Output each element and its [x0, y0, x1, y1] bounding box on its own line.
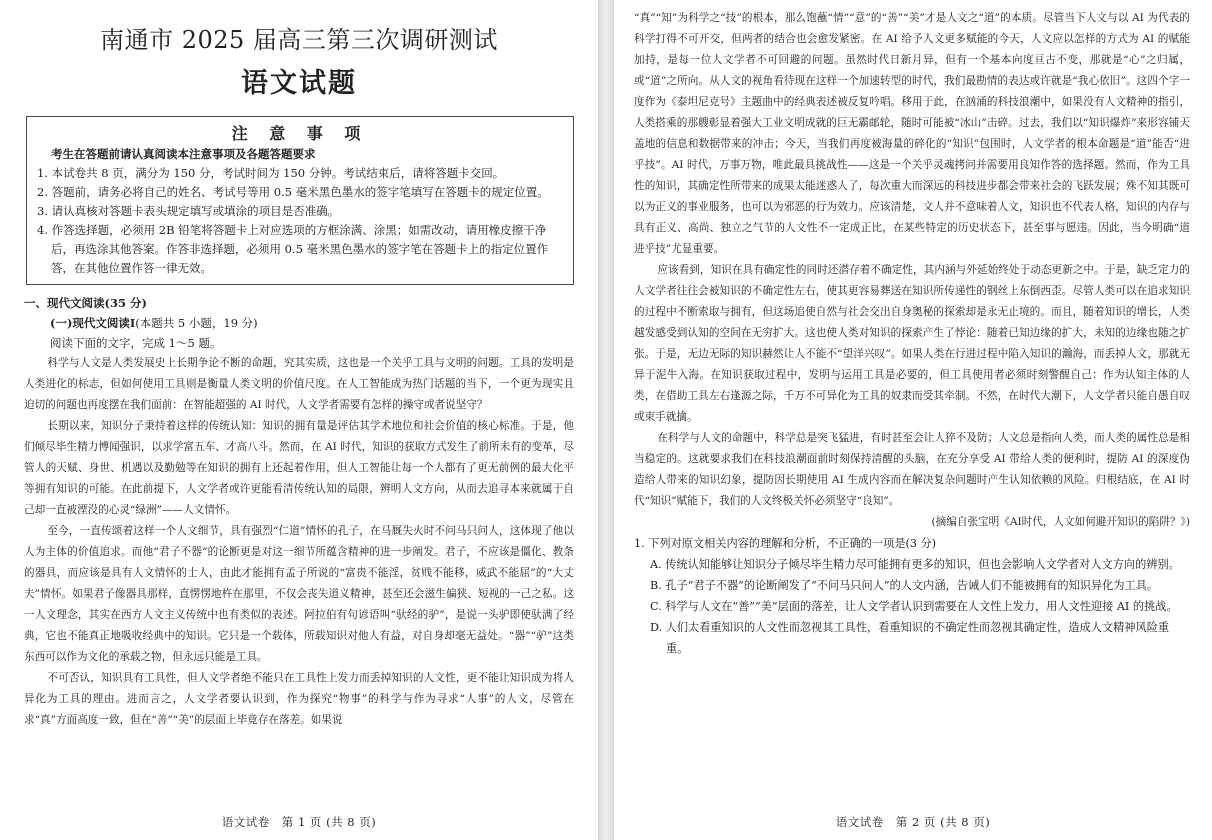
notice-box [26, 116, 574, 285]
passage-paragraph: 科学与人文是人类发展史上长期争论不断的命题，究其实质，这也是一个关乎工具与文明的问题。工具的发明是人类进化的标志，但如何使用工具则是衡量人类文明的价值尺度。在人工智能成为热门话题的当下，一个更为现实且迫切的问题也再度摆在我们面前：在智能超强的 AI 时代，人文学者需要有怎样的操守或者说坚守？ [24, 357, 574, 411]
section-heading: 一、现代文阅读(35 分) [24, 296, 147, 310]
page-divider [598, 0, 614, 840]
subsection-detail: (本题共 5 小题，19 分) [135, 316, 258, 330]
passage-paragraph: 不可否认，知识具有工具性，但人文学者绝不能只在工具性上发力而丢掉知识的人文性，更不能让知识成为将人异化为工具的理由。进而言之，人文学者要认识到，作为探究“物事”的科学与作为寻求“人事”的人文，尽管在求“真”方面高度一致，但在“善”“美”的层面上毕竟存在落差。如果说 [24, 672, 574, 726]
notice-title: 注 意 事 项 [231, 124, 369, 143]
exam-title: 南通市 2025 届高三第三次调研测试 [100, 26, 498, 54]
passage-paragraph: 长期以来，知识分子秉持着这样的传统认知：知识的拥有量是评估其学术地位和社会价值的核心标准。于是，他们倾尽毕生精力博闻强识，以求学富五车、才高八斗。然而，在 AI 时代，知识的获取方式发生了前所未有的变革，尽管人的天赋、身世、机遇以及勤勉等在知识的拥有上还起着作用，但人工智能让每一个人都有了更无前例的最大化平等拥有知识的可能。在此前提下，人文学者或许更能看清传统认知的局限，辨明人文方向，从而去追寻本来就属于自己却一直被湮没的心灵“绿洲”——人文情怀。 [24, 420, 574, 516]
subsection-heading [24, 313, 574, 333]
option-a: A. 传统认知能够让知识分子倾尽毕生精力尽可能拥有更多的知识，但也会影响人文学者对人文方向的辨别。 [650, 558, 1180, 571]
passage-paragraph: 应该看到，知识在具有确定性的同时还潜存着不确定性，其内涵与外延始终处于动态更新之中。于是，缺乏定力的人文学者往往会被知识的不确定性左右，使其更容易葬送在知识所传递性的钢丝上东倒西歪。尽管人类可以在追求知识的过程中不断索取与拥有，但这场追使自然与社会交出自身奥秘的探索却是永无止境的。而且，随着知识的增长，人类越发感受到认知的空间在无穷扩大。这也使人类对知识的探索产生了悖论：随着已知边缘的扩大，未知的边缘也随之扩张。于是，无边无际的知识赫然让人不能不“望洋兴叹”。如果人类在行进过程中陷入知识的瀚海，而丢掉人文，那就无异于泥牛入海。在知识获取过程中，发明与运用工具是必要的，但工具使用者必须时刻警醒自己：作为认知主体的人类，在借助工具左右逢源之际，千万不可异化为工具的奴隶而受其牵制。不然，在时代大潮下，人文学者只能自愚自叹或束手就擒。 [634, 264, 1190, 423]
reading-instruction: 阅读下面的文字，完成 1～5 题。 [50, 336, 222, 350]
passage-paragraph: 至今，一直传颂着这样一个人文细节，具有强烈“仁道”情怀的孔子，在马厩失火时不问马只问人，这体现了他以人为主体的价值追求。而他“君子不器”的论断更是对这一细节所蕴含精神的进一步阐发。君子，不应该是僵化、教条的器具，而应该是具有人文情怀的士人，由此才能拥有孟子所说的“富贵不能淫，贫贱不能移，威武不能屈”的“大丈夫”情怀。如果君子像器具那样，直愣愣地杵在那里，不仅会丧失道义精神，甚至还会滋生偏狭、短视的一己之私。这一人文理念，其实在西方人文主义传统中也有类似的表述。阿拉伯有句谚语叫“驮经的驴”，是说一头驴即使驮满了经典，它也不能真正地吸收经典中的知识。它只是一个载体，所载知识对他人有益，对自身却毫无益处。“器”“驴”这类东西可以作为文化的承载之物，但永远只能是工具。 [24, 525, 574, 663]
subject-title: 语文试题 [241, 68, 357, 99]
notice-item: 3. 请认真核对答题卡表头规定填写或填涂的项目是否准确。 [37, 204, 340, 218]
passage-paragraph: “真”“知”为科学之“技”的根本，那么饱蘸“情”“意”的“善”“美”才是人文之“道”的本质。尽管当下人文与以 AI 为代表的科学打得不可开交，但两者的结合也会愈发紧密。在 AI 给予人文更多赋能的今天，人文应以怎样的方式为 AI 的赋能加持，是每一位人文学者不可回避的问题。虽然时代日新月异，但有一个基本向度亘古不变，那就是“心”之归属，或“道”之所向。从人文的视角看待现在这样一个加速转型的时代，我们最勘情的表达或许就是“我心依旧”。这四个字一度作为《泰坦尼克号》主题曲中的经典表述被反复吟唱。移用于此，在汹涌的科技浪潮中，如果没有人文精神的指引，人类搭乘的那艘彰显着强大工业文明成就的巨无霸邮轮，随时可能被“冰山”击碎。过去，我们以“知识爆炸”来形容铺天盖地的信息和数据带来的冲击；今天，当我们再度被海量的碎化的“知识”包围时，人文学者的根本命题是“道”能否“进乎技”。AI 时代，万事万物，唯此最具挑战性——这是一个关乎灵魂拷问并需要用良知作答的选择题。然而，作为工具性的知识，其确定性所带来的成果太能迷惑人了，每次重大而深远的科技进步都会带来社会的飞跃发展；殊不知其既可以为正义的事业服务，也可以为邪恶的行为效力。应该清楚，文人并不意味着人文，知识也不代表人格，知识的内存与具有正义、高尚、独立之气节的人文性不一定成正比，在某些特定的历史状态下，甚至事与愿违。因此，当今明确“道进乎技”尤显重要。 [634, 12, 1190, 255]
option-b: B. 孔子“君子不器”的论断阐发了“不问马只问人”的人文内涵，告诫人们不能被拥有的知识异化为工具。 [650, 579, 1159, 592]
passage-paragraph: 在科学与人文的命题中，科学总是突飞猛进，有时甚至会让人猝不及防；人文总是指向人类，而人类的属性总是相当稳定的。这就要求我们在科技浪潮面前时刻保持清醒的头脑，在充分享受 AI 带给人类的便利时，提防 AI 的深度伪造给人带来的知识幻象，提防因长期使用 AI 生成内容而在解决复杂问题时产生认知依赖的风险。归根结底，在 AI 时代“知识”赋能下，我们的人文终极关怀必须坚守“良知”。 [634, 432, 1190, 507]
page-footer: 语文试卷 第 2 页 (共 8 页) [835, 815, 991, 829]
notice-item: 1. 本试卷共 8 页，满分为 150 分，考试时间为 150 分钟。考试结束后，请将答题卡交回。 [37, 166, 505, 180]
notice-item: 2. 答题前，请务必将自己的姓名、考试号等用 0.5 毫米黑色墨水的签字笔填写在答题卡的规定位置。 [37, 185, 549, 199]
subsection-title: (一)现代文阅读Ⅰ [50, 316, 136, 330]
notice-item: 4. 作答选择题，必须用 2B 铅笔将答题卡上对应选项的方框涂满、涂黑；如需改动，请用橡皮擦干净后，再选涂其他答案。作答非选择题，必须用 0.5 毫米黑色墨水的签字笔在答题卡上的指定位置作答，在其他位置作答一律无效。 [37, 223, 549, 275]
page-footer: 语文试卷 第 1 页 (共 8 页) [221, 815, 377, 829]
option-d: D. 人们太看重知识的人文性而忽视其工具性，看重知识的不确定性而忽视其确定性，造成人文精神风险重重。 [650, 621, 1170, 655]
notice-requirement: 考生在答题前请认真阅读本注意事项及各题答题要求 [51, 147, 316, 161]
option-c: C. 科学与人文在“善”“美”层面的落差，让人文学者认识到需要在人文性上发力，用人文性迎接 AI 的挑战。 [650, 600, 1178, 613]
page-1 [0, 0, 598, 840]
source-citation: (摘编自张宝明《AI时代，人文如何避开知识的陷阱？》) [931, 516, 1190, 528]
question-1: 1. 下列对原文相关内容的理解和分析，不正确的一项是(3 分) [634, 537, 937, 550]
page-2 [614, 0, 1212, 840]
